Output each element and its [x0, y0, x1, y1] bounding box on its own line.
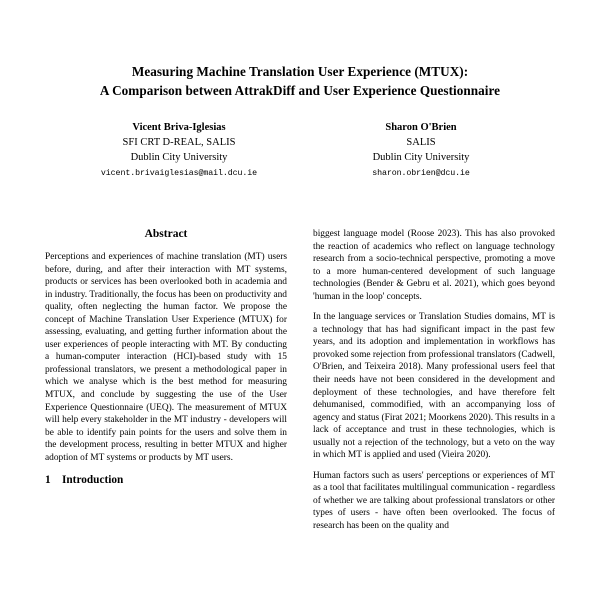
author-2-affiliation-2: Dublin City University	[372, 152, 470, 163]
author-1-name: Vicent Briva-Iglesias	[132, 122, 226, 133]
author-1-affiliation-1: SFI CRT D-REAL, SALIS	[122, 137, 236, 148]
section-title: Introduction	[62, 474, 124, 487]
body-paragraph: In the language services or Translation Studies domains, MT is a technology that has had significant impact in the past few years, and its adoption and implementation in workflows has provoked some rejection from professional translators (Cadwell, O'Brien, and Teixeira 2018). Many professional users feel that their needs have not been considered in the development and deployment of these technologies, and have therefore felt dehumanised, commodified, with an accompanying loss of agency and status (Firat 2021; Moorkens 2020). This results in a lack of acceptance and trust in these technologies, which is usually not a rejection of the technology, but a veto on the way in which MT is applied and used (Vieira 2020).	[313, 312, 555, 461]
author-2-affiliation-1: SALIS	[406, 137, 436, 148]
author-1	[58, 120, 300, 181]
title-block	[58, 0, 542, 100]
author-block	[58, 100, 542, 181]
author-1-affiliation-2: Dublin City University	[130, 152, 228, 163]
author-2-email[interactable]: sharon.obrien@dcu.ie	[372, 169, 470, 178]
body-paragraph: biggest language model (Roose 2023). This has also provoked the reaction of academics who reflect on language technology research from a socio-technical perspective, promoting a move to a more human-centered development of such language technologies (Bender & Gebru et al. 2021), which goes beyond 'human in the loop' concepts.	[313, 229, 555, 302]
body-paragraph: Human factors such as users' perceptions or experiences of MT as a tool that facilitates multilingual communication - regardless of whether we are talking about professional translators or other types of users - have often been overlooked. The focus of research has been on the quality and	[313, 470, 555, 532]
author-2	[300, 120, 542, 181]
section-heading-introduction	[45, 474, 287, 486]
section-number: 1	[45, 474, 51, 487]
paper-title-line-1: Measuring Machine Translation User Experience (MTUX):	[131, 64, 469, 79]
abstract-heading: Abstract	[144, 228, 188, 240]
body-columns	[0, 228, 600, 533]
left-column	[45, 228, 287, 533]
right-column	[313, 228, 555, 533]
author-1-email[interactable]: vicent.brivaiglesias@mail.dcu.ie	[100, 169, 258, 178]
paper-title-line-2: A Comparison between AttrakDiff and User Experience Questionnaire	[99, 83, 501, 98]
author-2-name: Sharon O'Brien	[385, 122, 457, 133]
abstract-paragraph: Perceptions and experiences of machine translation (MT) users before, during, and after their interaction with MT systems, products or services has been overlooked both in academia and in industry. Traditionally, the focus has been on productivity and quality, often neglecting the human factor. We propose the concept of Machine Translation User Experience (MTUX) for assessing, evaluating, and getting further information about the user experiences of people interacting with MT. By conducting a human-computer interaction (HCI)-based study with 15 professional translators, we present a methodological paper in which we analyse which is the best method for measuring MTUX, and conclude by suggesting the use of the User Experience Questionnaire (UEQ). The measurement of MTUX will help every stakeholder in the MT industry - developers will be able to identify pain points for the users and solve them in the development process, resulting in better MTUX and higher adoption of MT systems or products by MT users.	[45, 252, 287, 463]
